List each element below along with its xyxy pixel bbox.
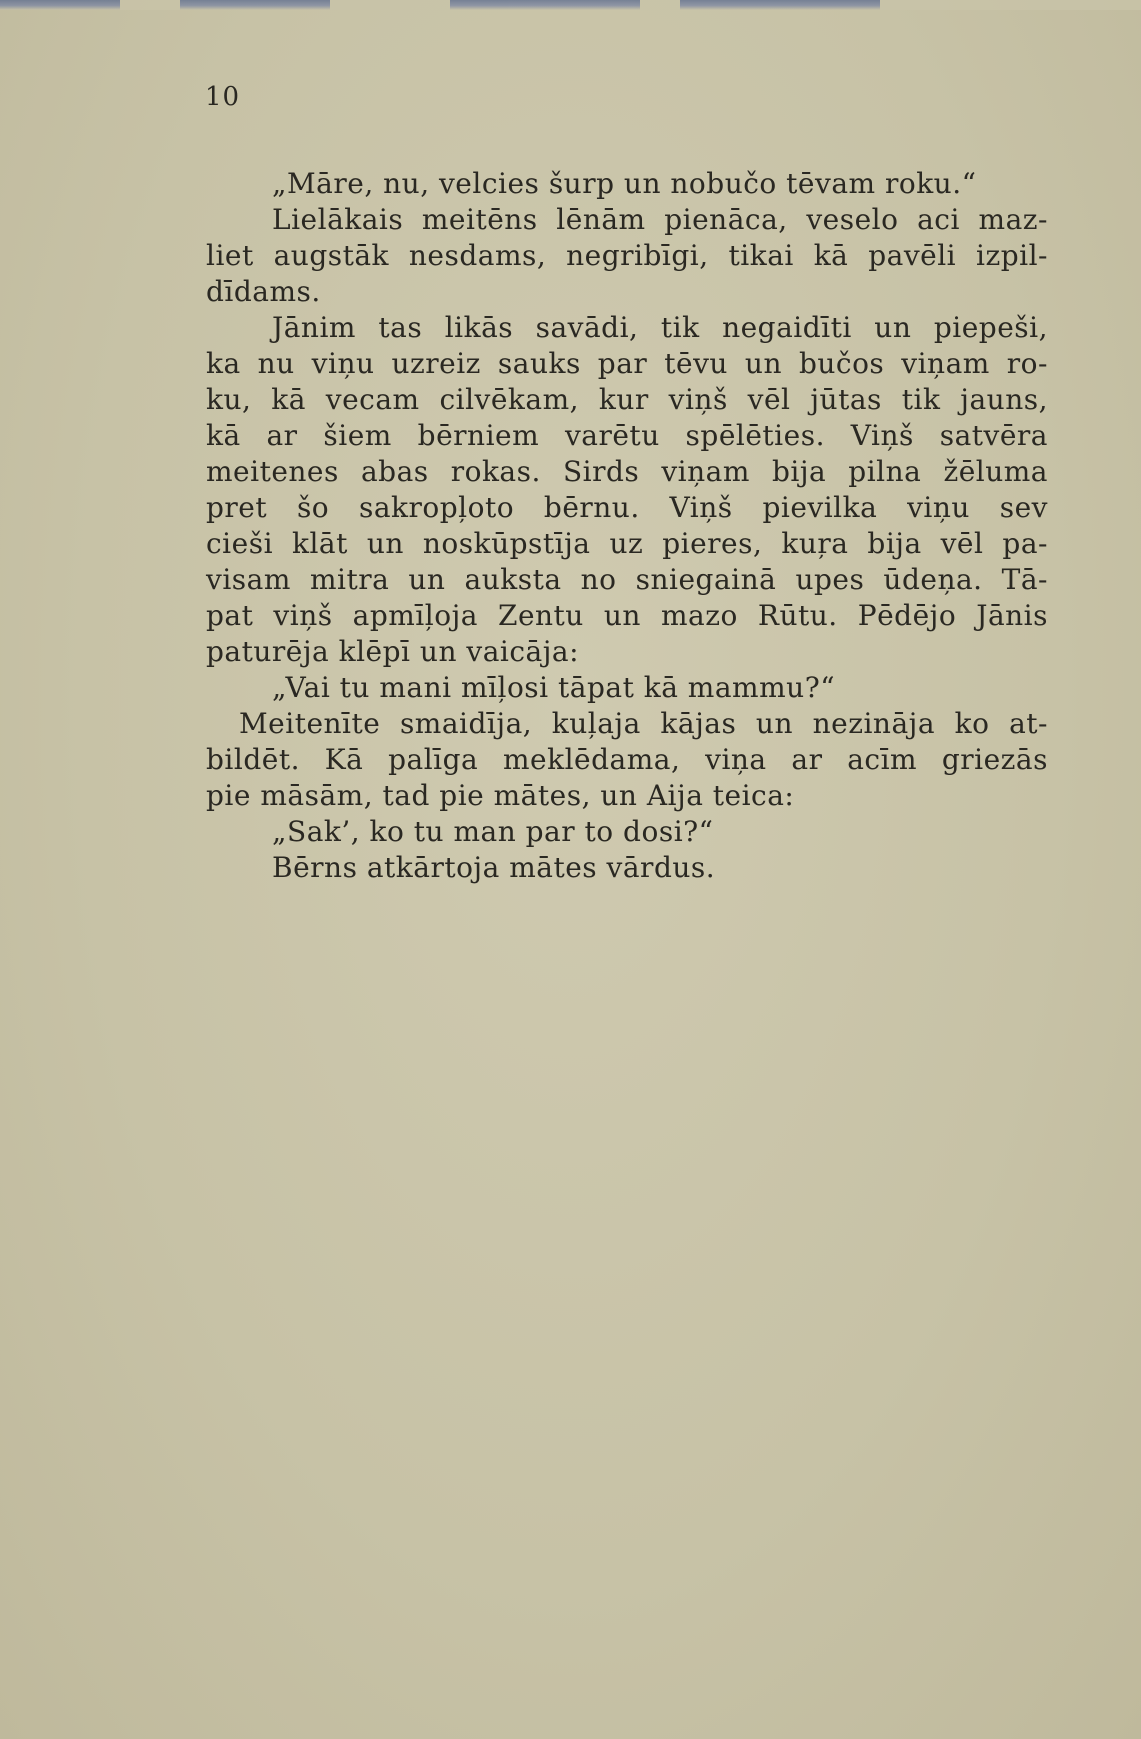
text-line: dīdams. xyxy=(206,275,321,308)
text-line: „Sak’, ko tu man par to dosi?“ xyxy=(272,815,714,848)
text-line: kā ar šiem bērniem varētu spēlēties. Viņš satvēra xyxy=(206,419,1048,452)
text-line: meitenes abas rokas. Sirds viņam bija pilna žēluma xyxy=(206,455,1048,488)
text-line: pie māsām, tad pie mātes, un Aija teica: xyxy=(206,779,795,812)
text-line: visam mitra un auksta no sniegainā upes ūdeņa. Tā- xyxy=(206,563,1048,596)
text-line: Meitenīte smaidīja, kuļaja kājas un nezināja ko at- xyxy=(239,707,1048,740)
text-line: ka nu viņu uzreiz sauks par tēvu un bučos viņam ro- xyxy=(206,347,1048,380)
text-line: pat viņš apmīļoja Zentu un mazo Rūtu. Pēdējo Jānis xyxy=(206,599,1048,632)
text-line: pret šo sakropļoto bērnu. Viņš pievilka viņu sev xyxy=(206,491,1048,524)
text-line: Lielākais meitēns lēnām pienāca, veselo aci maz- xyxy=(272,203,1048,236)
text-line: liet augstāk nesdams, negribīgi, tikai kā pavēli izpil- xyxy=(206,239,1048,272)
body-text xyxy=(206,166,1048,886)
text-line: „Māre, nu, velcies šurp un nobučo tēvam roku.“ xyxy=(272,167,977,200)
text-line: bildēt. Kā palīga meklēdama, viņa ar acīm griezās xyxy=(206,743,1048,776)
page-number: 10 xyxy=(205,82,241,112)
text-line: cieši klāt un noskūpstīja uz pieres, kuŗa bija vēl pa- xyxy=(206,527,1048,560)
top-edge-print-bleed xyxy=(0,0,1141,10)
text-line: ku, kā vecam cilvēkam, kur viņš vēl jūtas tik jauns, xyxy=(206,383,1048,416)
text-line: Jānim tas likās savādi, tik negaidīti un piepeši, xyxy=(272,311,1048,344)
text-line: paturēja klēpī un vaicāja: xyxy=(206,635,580,668)
text-line: Bērns atkārtoja mātes vārdus. xyxy=(272,851,716,884)
text-line: „Vai tu mani mīļosi tāpat kā mammu?“ xyxy=(272,671,836,704)
